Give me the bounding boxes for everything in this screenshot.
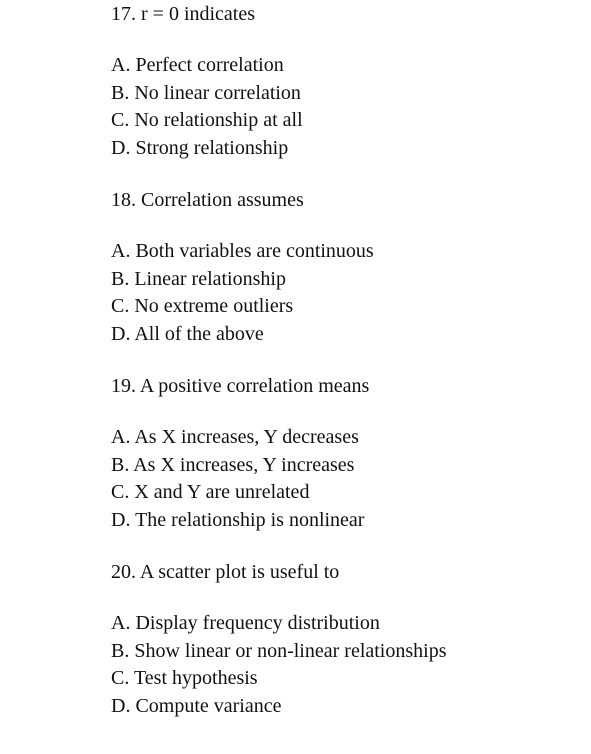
option-list xyxy=(111,610,581,720)
question-18 xyxy=(111,187,581,348)
option-c: C. No relationship at all xyxy=(111,109,303,132)
option-a: A. Perfect correlation xyxy=(111,54,284,77)
option-b: B. No linear correlation xyxy=(111,81,301,104)
option-list xyxy=(111,52,581,162)
option-c: C. No extreme outliers xyxy=(111,295,294,318)
question-17 xyxy=(111,1,581,162)
question-text: 20. A scatter plot is useful to xyxy=(111,561,340,583)
option-b: B. Linear relationship xyxy=(111,267,286,290)
question-text: 17. r = 0 indicates xyxy=(111,3,256,25)
question-text: 18. Correlation assumes xyxy=(111,189,304,211)
question-text: 19. A positive correlation means xyxy=(111,375,370,397)
option-d: D. All of the above xyxy=(111,322,264,345)
option-a: A. Display frequency distribution xyxy=(111,612,380,635)
option-b: B. Show linear or non-linear relationships xyxy=(111,639,447,662)
option-list xyxy=(111,424,581,534)
option-c: C. Test hypothesis xyxy=(111,667,258,690)
option-a: A. As X increases, Y decreases xyxy=(111,426,359,449)
option-b: B. As X increases, Y increases xyxy=(111,453,355,476)
option-c: C. X and Y are unrelated xyxy=(111,481,310,504)
option-list xyxy=(111,238,581,348)
option-d: D. Compute variance xyxy=(111,694,282,717)
option-d: D. Strong relationship xyxy=(111,136,289,159)
question-19 xyxy=(111,373,581,534)
option-d: D. The relationship is nonlinear xyxy=(111,508,365,531)
question-20 xyxy=(111,559,581,720)
option-a: A. Both variables are continuous xyxy=(111,240,374,263)
